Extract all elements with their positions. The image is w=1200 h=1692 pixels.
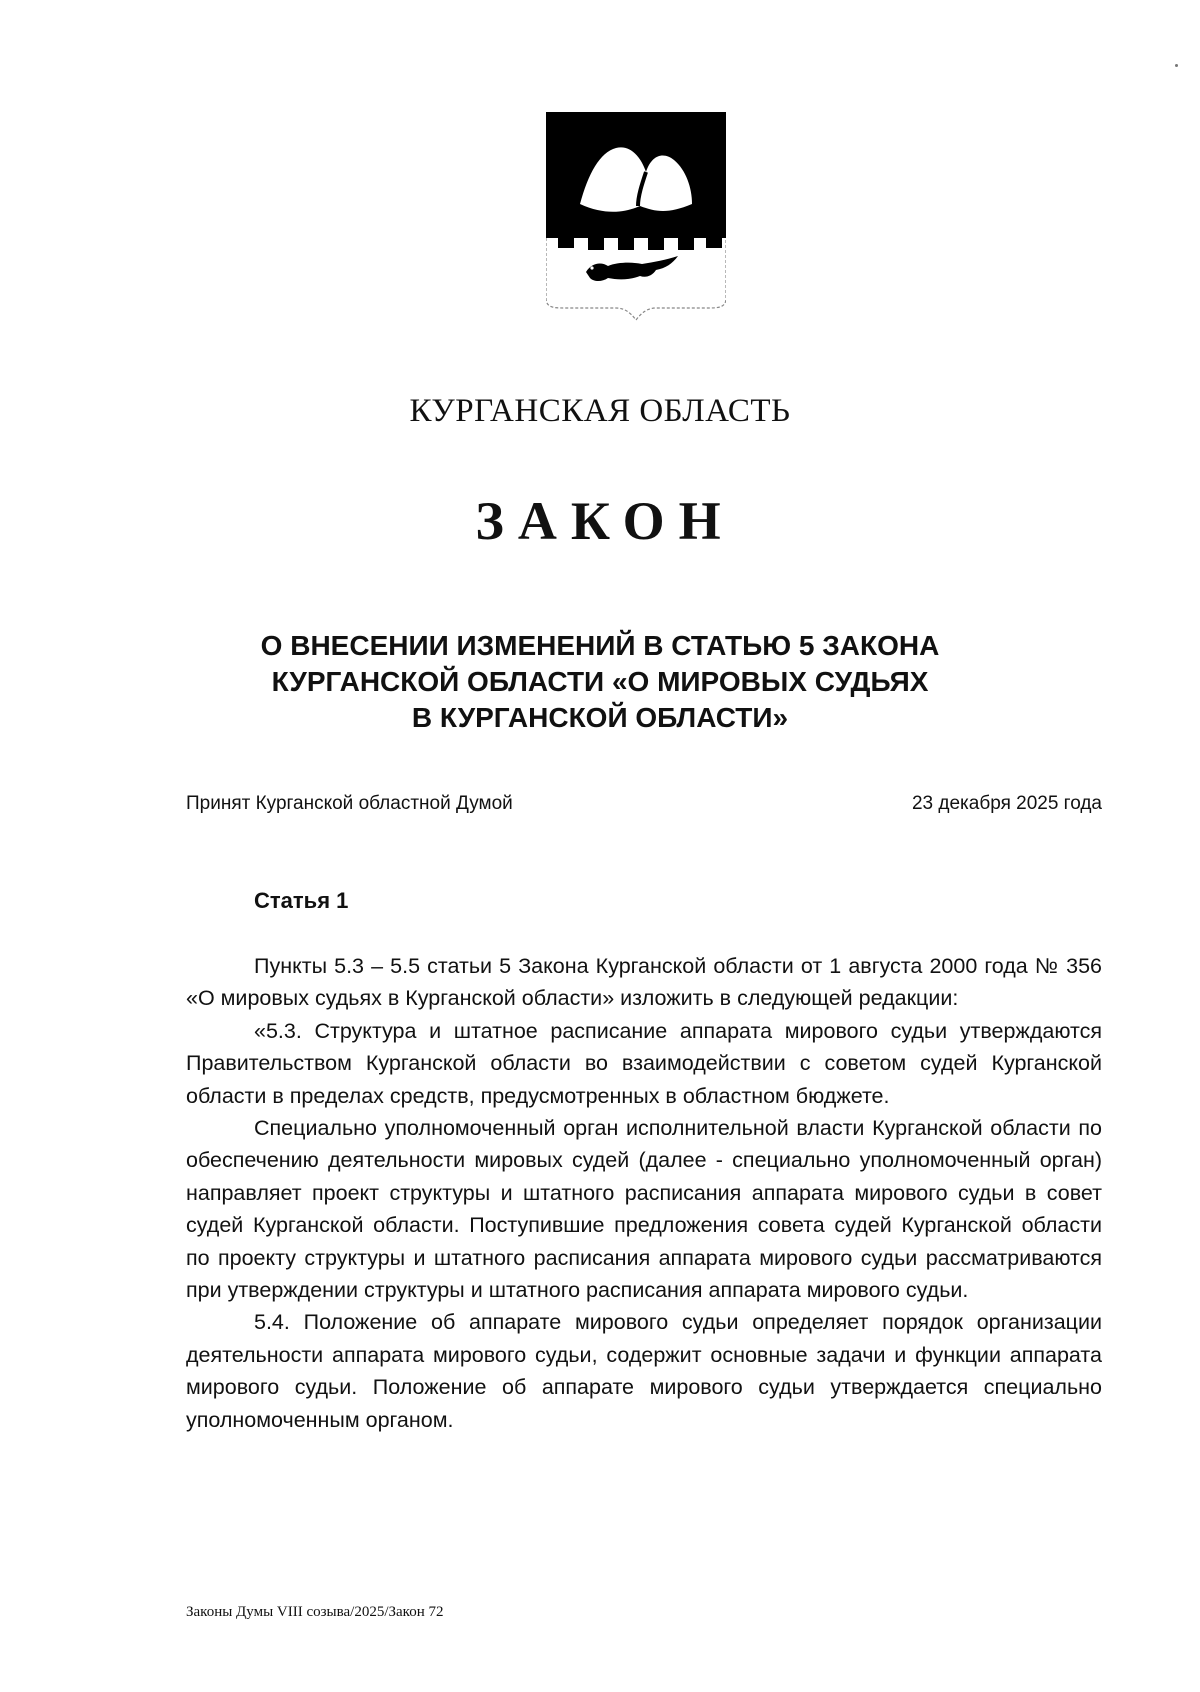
article-heading: Статья 1 <box>254 888 349 913</box>
adoption-line <box>186 793 1102 815</box>
law-title <box>150 628 1050 736</box>
scan-speck <box>1175 64 1178 67</box>
document-footer: Законы Думы VIII созыва/2025/Закон 72 <box>186 1604 444 1620</box>
law-title-line: О ВНЕСЕНИИ ИЗМЕНЕНИЙ В СТАТЬЮ 5 ЗАКОНА <box>260 630 940 661</box>
article-paragraph: Пункты 5.3 – 5.5 статьи 5 Закона Курганской области от 1 августа 2000 года № 356 «О мировых судьях в Курганской области» изложить в следующей редакции: <box>186 954 1102 1011</box>
coat-of-arms-icon <box>546 112 726 354</box>
adoption-date: 23 декабря 2025 года <box>911 793 1102 814</box>
article-paragraph: «5.3. Структура и штатное расписание аппарата мирового судьи утверждаются Правительством Курганской области во взаимодействии с советом судей Курганской области в пределах средств, предусмотренных в областном бюджете. <box>186 1018 1102 1108</box>
law-title-line: В КУРГАНСКОЙ ОБЛАСТИ» <box>411 702 789 733</box>
region-name: КУРГАНСКАЯ ОБЛАСТЬ <box>409 393 791 429</box>
law-title-line: КУРГАНСКОЙ ОБЛАСТИ «О МИРОВЫХ СУДЬЯХ <box>271 666 929 697</box>
document-type: ЗАКОН <box>475 491 735 551</box>
adopted-by: Принят Курганской областной Думой <box>186 793 513 814</box>
article-paragraph: 5.4. Положение об аппарате мирового судьи определяет порядок организации деятельности аппарата мирового судьи, содержит основные задачи и функции аппарата мирового судьи. Положение об аппарате мирового судьи утверждается специально уполномоченным органом. <box>186 1310 1102 1432</box>
article-body <box>186 950 1102 1436</box>
article-paragraph: Специально уполномоченный орган исполнительной власти Курганской области по обеспечению деятельности мировых судей (далее - специально уполномоченный орган) направляет проект структуры и штатного расписания аппарата мирового судьи в совет судей Курганской области. Поступившие предложения совета судей Курганской области по проекту структуры и штатного расписания аппарата мирового судьи рассматриваются при утверждении структуры и штатного расписания аппарата мирового судьи. <box>186 1116 1102 1303</box>
